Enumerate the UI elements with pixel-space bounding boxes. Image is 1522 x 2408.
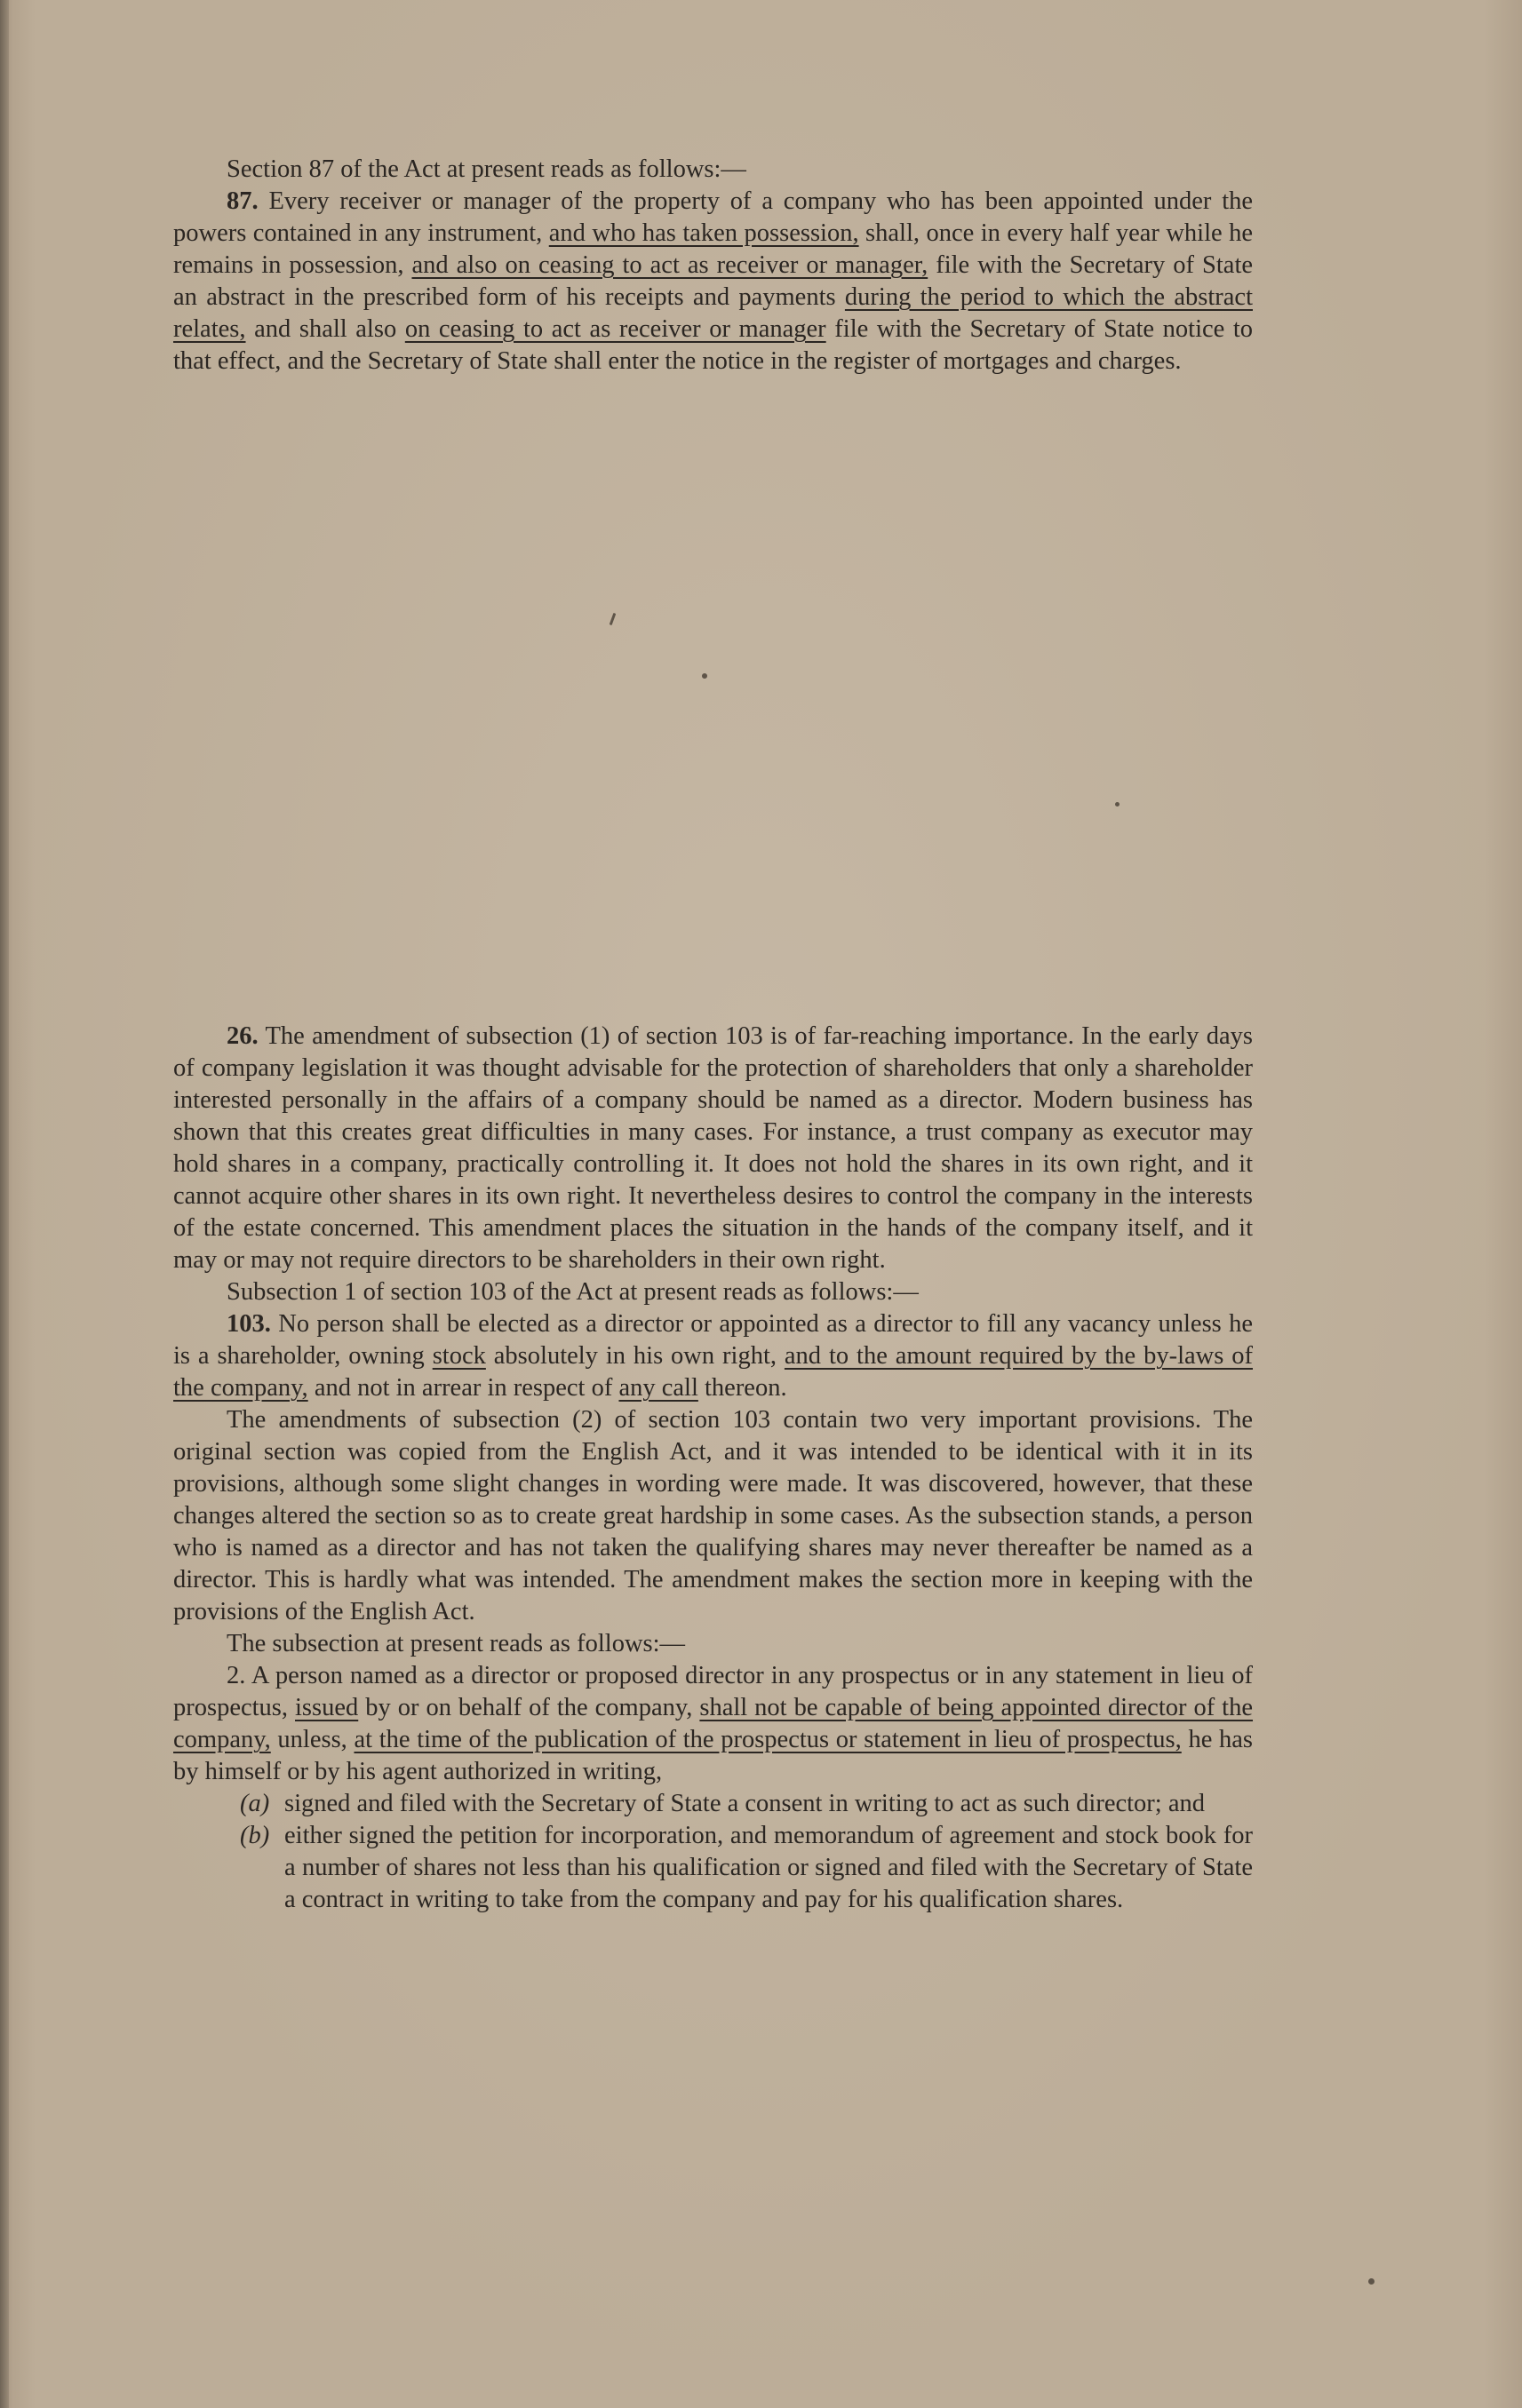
section-103-text [173,1308,1253,1404]
list-item-a-text: signed and filed with the Secretary of State a consent in writing to act as such director; and [284,1790,1205,1817]
underlined-phrase: stock [432,1342,486,1370]
section-103-text-part: thereon. [705,1374,787,1402]
paper-speck [702,673,707,679]
subsection-2-text-part: 2. A person named as a director or proposed director in any prospectus or in any statement in lieu of prospectus, [173,1662,1253,1721]
underlined-phrase: and to the amount required by the by-laws of the company, [173,1342,1253,1402]
paper-speck [610,613,617,625]
section-87-text-part: shall, once in every half year while he remains in possession, [173,219,1254,279]
underlined-phrase: on ceasing to act as receiver or manager [404,315,826,343]
section-103-text-part: absolutely in his own right, [493,1342,777,1370]
binding-edge [0,0,9,2408]
section-87-text-part: Every receiver or manager of the property of a company who has been appointed under the powers contained in any instrument, [173,187,1254,247]
section-103-intro: Subsection 1 of section 103 of the Act at present reads as follows:— [227,1278,919,1306]
item-26-block [173,1021,1253,1916]
section-87-text [173,186,1253,377]
subsection-2-text [173,1660,1253,1788]
underlined-phrase: and who has taken possession, [548,219,859,247]
list-item-b-text: either signed the petition for incorporation, and memorandum of agreement and stock book for a number of shares not less than his qualification or signed and filed with the Secretary of State a contract in writing to take from the company and pay for his qualification shares. [284,1822,1253,1913]
item-26-text: The amendment of subsection (1) of section 103 is of far-reaching importance. In the early days of company legislation it was thought advisable for the protection of shareholders that only a shareholder interested personally in the affairs of a company should be named as a director. Modern business has shown that this creates great difficulties in many cases. For instance, a trust company as executor may hold shares in a company, practically controlling it. It does not hold the shares in its own right, and it cannot acquire other shares in its own right. It nevertheless desires to control the company in the interests of the estate concerned. This amendment places the situation in the hands of the company itself, and it may or may not require directors to be shareholders in their own right. [173,1022,1253,1274]
underlined-phrase: any call [618,1374,698,1402]
underlined-phrase: at the time of the publication of the prospectus or statement in lieu of prospectus, [354,1726,1182,1753]
subsection-2-text-part: by or on behalf of the company, [365,1694,693,1721]
list-marker-a: (a) [240,1790,270,1817]
section-103-number: 103. [227,1310,271,1338]
underlined-phrase: shall not be capable of being appointed director of the company, [173,1694,1254,1753]
list-marker-b: (b) [240,1822,270,1849]
paper-speck [1368,2278,1375,2285]
section-87-text-part: file with the Secretary of State an abstract in the prescribed form of his receipts and payments [173,251,1254,311]
section-87-number: 87. [227,187,259,215]
section-103-text-part: and not in arrear in respect of [314,1374,613,1402]
underlined-phrase: and also on ceasing to act as receiver or manager, [411,251,928,279]
amendments-paragraph: The amendments of subsection (2) of section 103 contain two very important provisions. The original section was copied from the English Act, and it was intended to be identical with it in its provisions, although some slight changes in wording were made. It was discovered, however, that these changes altered the section so as to create great hardship in some cases. As the subsection stands, a person who is named as a director and has not taken the qualifying shares may never thereafter be named as a director. This is hardly what was intended. The amendment makes the section more in keeping with the provisions of the English Act. [173,1406,1253,1625]
underlined-phrase: issued [295,1694,359,1721]
section-87-intro: Section 87 of the Act at present reads as follows:— [227,155,746,183]
list-item-b [173,1820,1253,1916]
paper-speck [1115,802,1120,807]
subsection-2-text-part: unless, [277,1726,347,1753]
section-87-block [173,154,1253,377]
section-87-text-part: file with the Secretary of State notice to that effect, and the Secretary of State shall enter the notice in the register of mortgages and charges. [173,315,1254,375]
section-87-text-part: and shall also [254,315,397,343]
subsection-2-intro: The subsection at present reads as follows:— [227,1630,686,1657]
section-103-text-part: No person shall be elected as a director or appointed as a director to fill any vacancy unless he is a shareholder, owning [173,1310,1253,1370]
item-26-number: 26. [227,1022,259,1050]
list-item-a [173,1788,1253,1820]
subsection-2-text-part: he has by himself or by his agent authorized in writing, [173,1726,1253,1785]
item-26-paragraph [173,1021,1253,1276]
underlined-phrase: during the period to which the abstract relates, [173,283,1253,343]
